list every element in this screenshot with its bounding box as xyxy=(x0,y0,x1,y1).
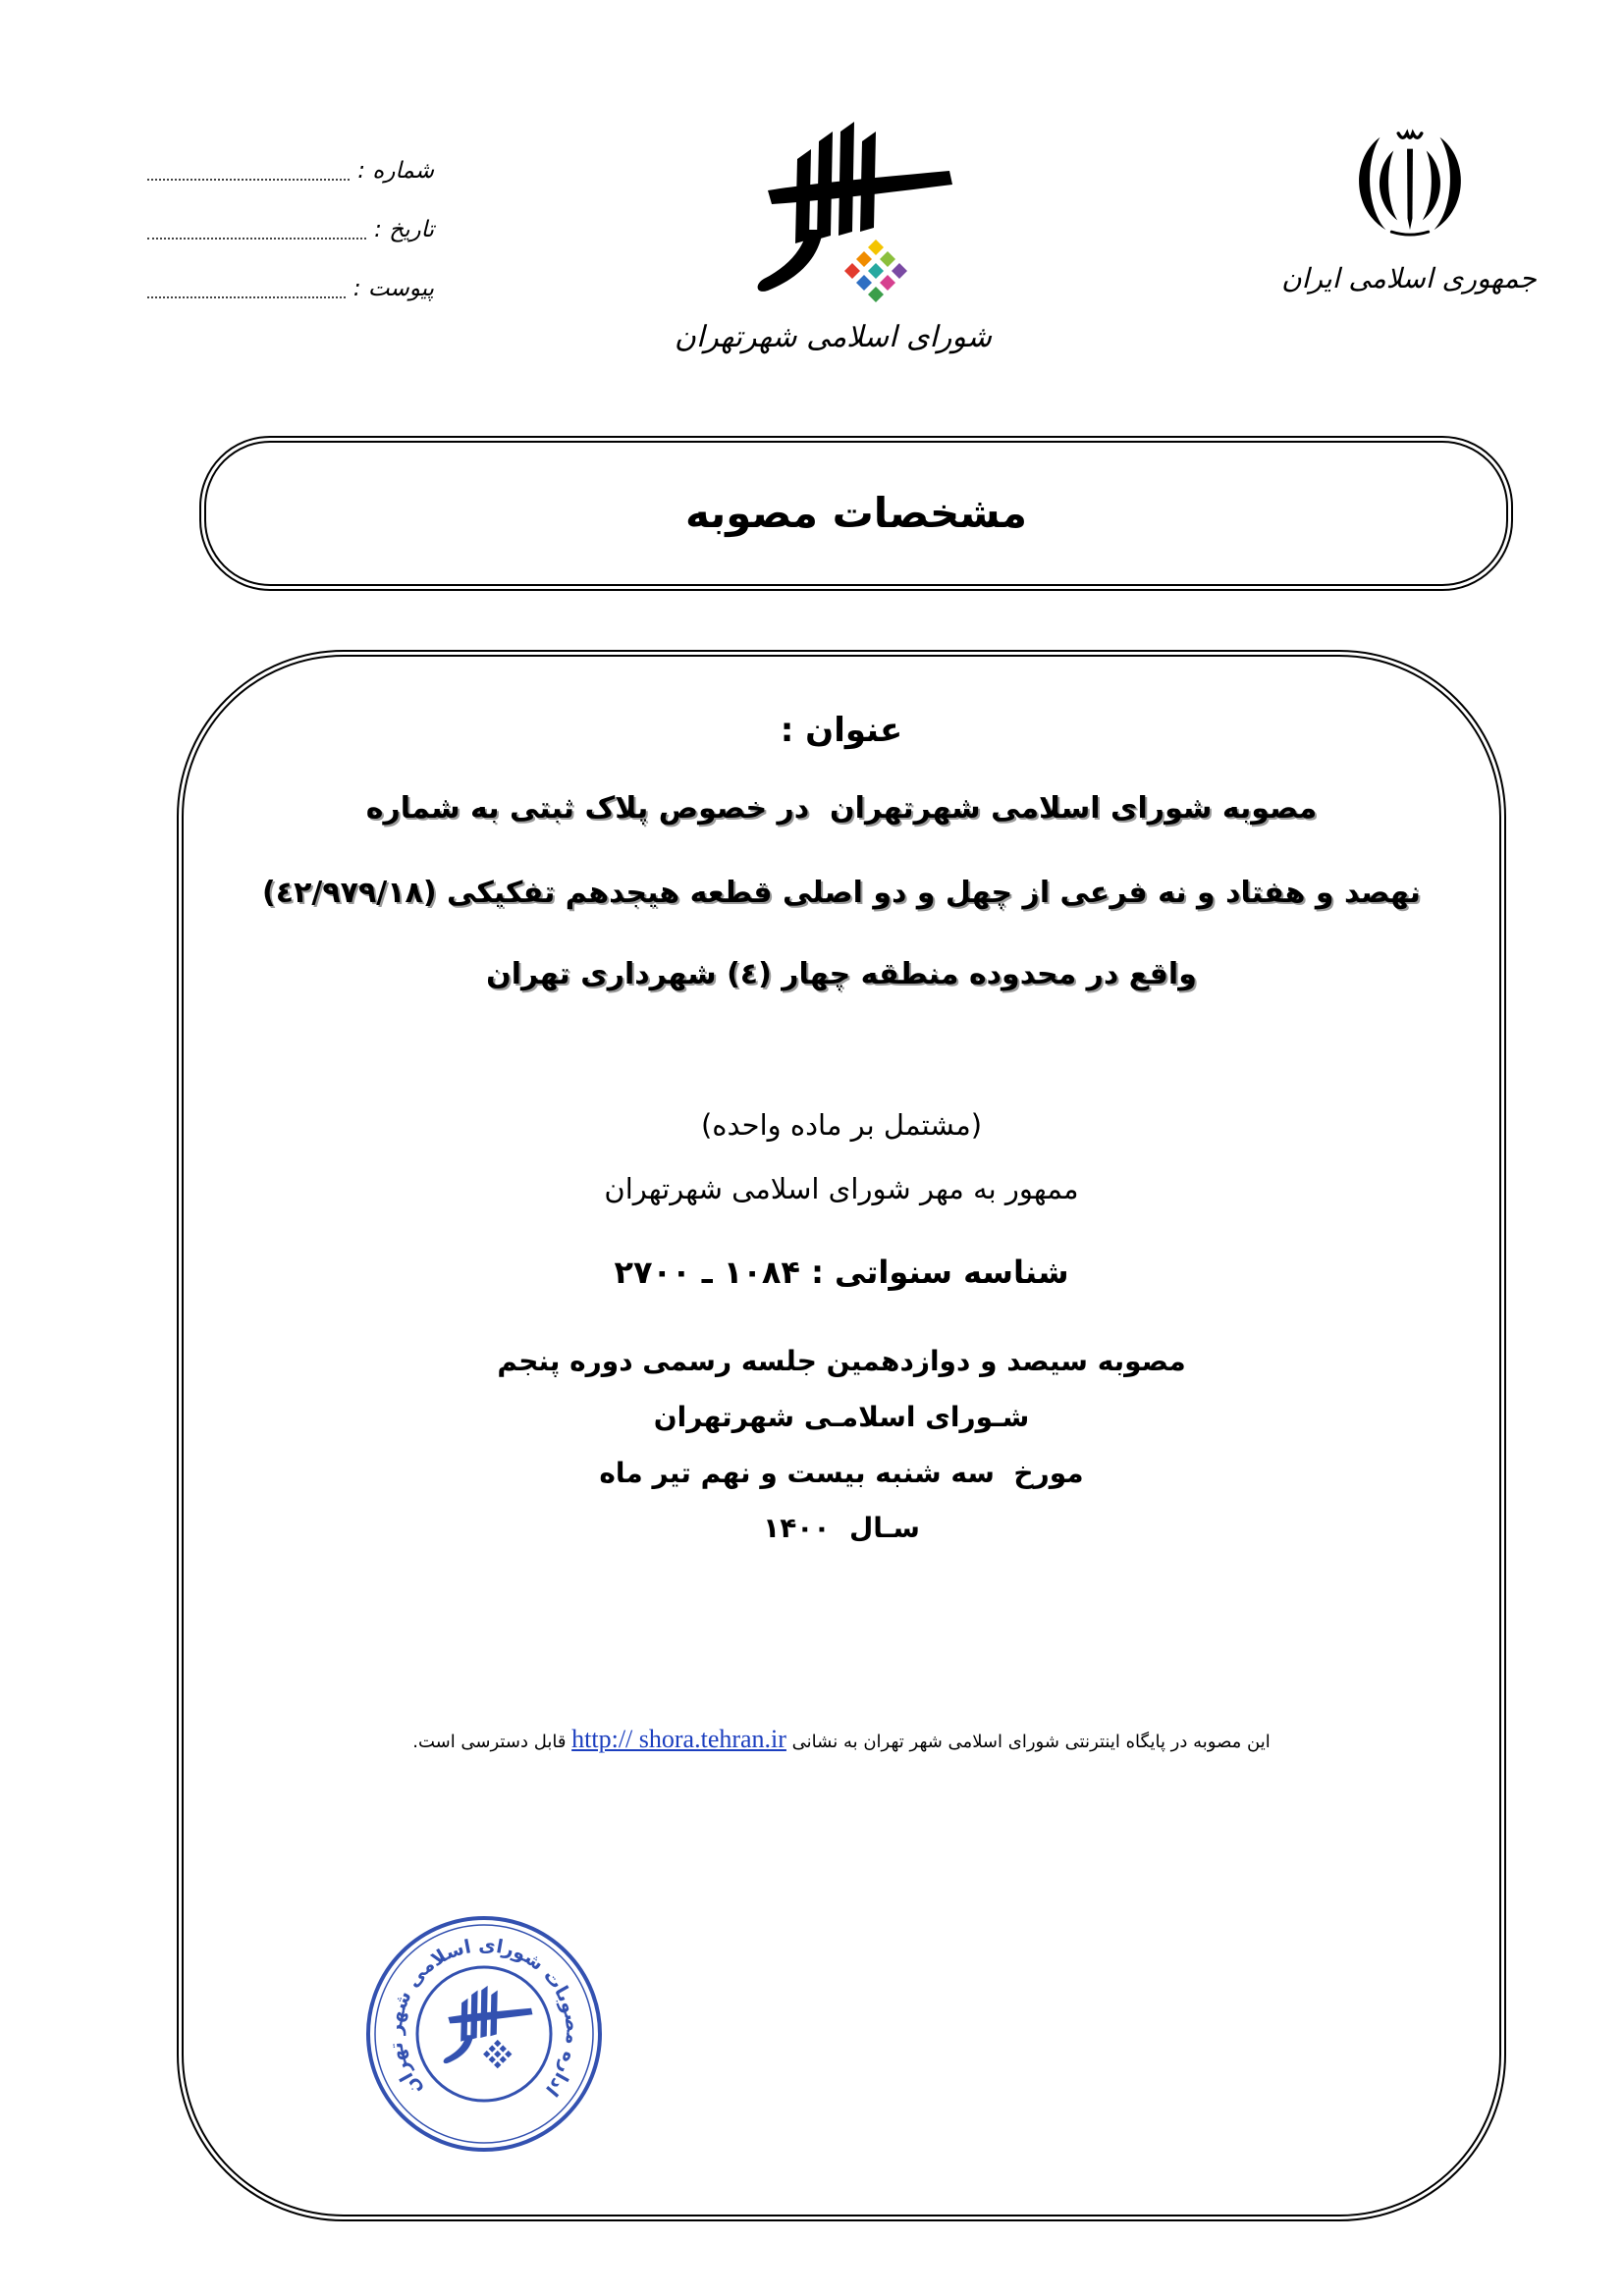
single-article-note: (مشتمل بر ماده واحده) xyxy=(700,1108,983,1142)
logo-tile xyxy=(880,275,895,291)
session-line-4: سـال ۱۴۰۰ xyxy=(763,1512,920,1544)
resolution-details-box xyxy=(177,650,1506,2221)
annual-code: شناسه سنواتی : ۱۰۸۴ ـ ۲۷۰۰ xyxy=(614,1254,1069,1291)
field-date xyxy=(147,212,434,247)
session-line-2: شـورای اسلامـی شهرتهران xyxy=(653,1401,1030,1433)
logo-tile xyxy=(856,275,872,291)
logo-tile xyxy=(868,263,884,279)
field-date-line[interactable] xyxy=(147,238,366,240)
field-number xyxy=(147,153,434,188)
logo-tile xyxy=(856,251,872,267)
subject-line-3: واقع در محدوده منطقه چهار (٤) شهرداری تهران xyxy=(486,957,1197,991)
logo-tile xyxy=(844,263,860,279)
tehran-city-council-logo-icon xyxy=(729,120,964,306)
field-date-label: تاریخ : xyxy=(374,217,434,242)
stamp-logo-tile xyxy=(494,2040,501,2047)
website-link[interactable]: http:// shora.tehran.ir xyxy=(571,1725,786,1753)
subject-label: عنوان : xyxy=(780,711,903,750)
field-number-line[interactable] xyxy=(147,179,350,181)
field-attachment-label: پیوست : xyxy=(352,276,434,301)
subject-line-2: نهصد و هفتاد و نه فرعی از چهل و دو اصلی قطعه هیجدهم تفکیکی (٤٢/٩٧٩/١٨) xyxy=(262,876,1421,910)
seal-note: ممهور به مهر شورای اسلامی شهرتهران xyxy=(604,1172,1079,1205)
field-number-label: شماره : xyxy=(357,158,434,184)
logo-tile xyxy=(880,251,895,267)
session-line-3: مورخ سه شنبه بیست و نهم تیر ماه xyxy=(599,1457,1084,1489)
logo-tile xyxy=(892,263,907,279)
title-box xyxy=(199,436,1513,591)
footer-note xyxy=(213,1720,1470,1759)
stamp-logo-tile xyxy=(494,2061,501,2068)
emblem-caption: جمهوری اسلامی ایران xyxy=(1281,262,1537,294)
stamp-logo-tile xyxy=(500,2056,507,2062)
stamp-logo-tile xyxy=(489,2045,496,2052)
subject-line-1: مصوبه شورای اسلامی شهرتهران در خصوص پلاک ثبتی به شماره xyxy=(365,791,1318,826)
stamp-logo-tile xyxy=(500,2045,507,2052)
stamp-logo-tile xyxy=(483,2051,490,2057)
page-title: مشخصات مصوبه xyxy=(685,489,1027,537)
session-line-1: مصوبه سیصد و دوازدهمین جلسه رسمی دوره پنجم xyxy=(497,1345,1186,1377)
logo-tile xyxy=(868,287,884,302)
logo-tile xyxy=(868,240,884,255)
stamp-logo-tile xyxy=(489,2056,496,2062)
footer-text-after: قابل دسترسی است. xyxy=(412,1732,567,1752)
stamp-logo-tile xyxy=(494,2051,501,2057)
footer-text-before: این مصوبه در پایگاه اینترنتی شورای اسلامی شهر تهران به نشانی xyxy=(791,1732,1271,1752)
field-attachment xyxy=(147,271,434,306)
council-stamp-icon xyxy=(364,1914,604,2154)
council-logo-caption: شورای اسلامی شهرتهران xyxy=(674,320,992,354)
iran-emblem-icon xyxy=(1347,126,1473,240)
stamp-text: اداره مصوبات شورای اسلامی شهر تهران xyxy=(384,1934,584,2101)
field-attachment-line[interactable] xyxy=(147,296,346,298)
stamp-logo-tile xyxy=(505,2051,512,2057)
